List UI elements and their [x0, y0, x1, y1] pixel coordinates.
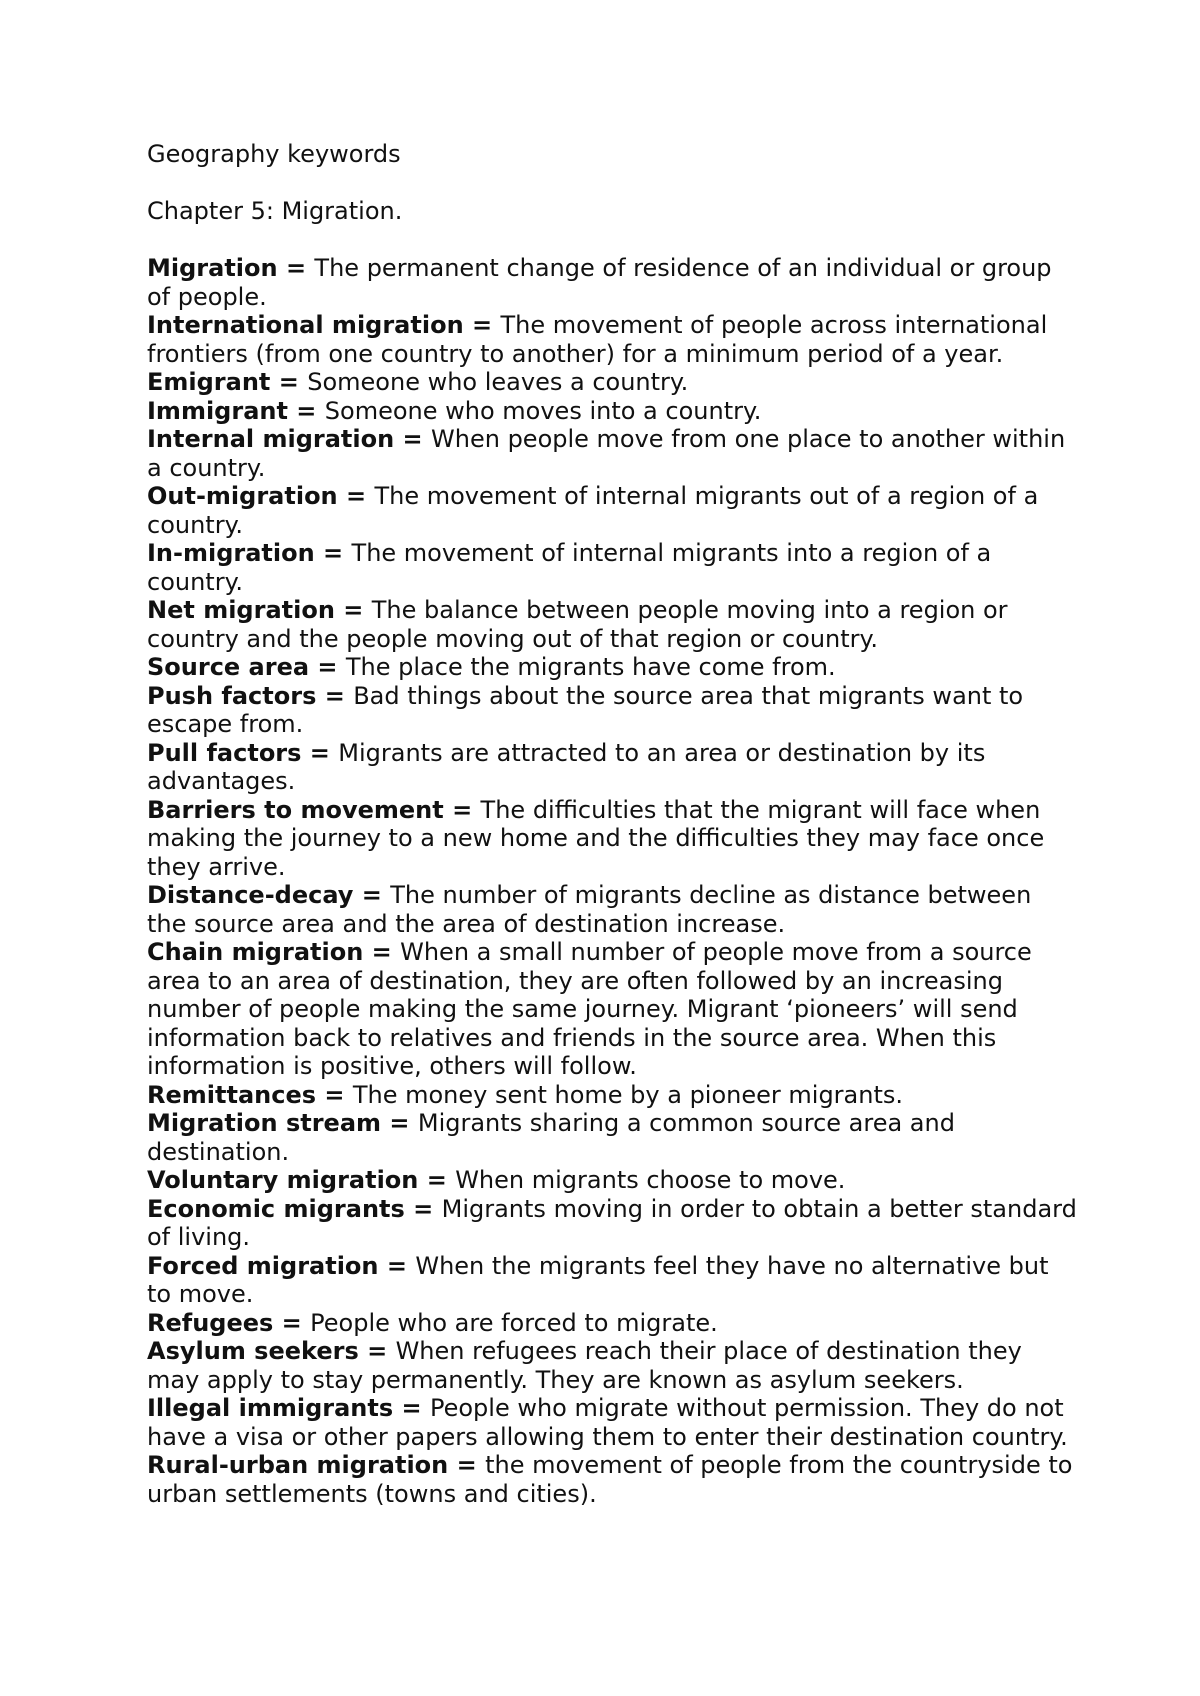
keyword-term: Distance-decay: [147, 881, 354, 909]
equals-sign: =: [287, 396, 325, 425]
equals-sign: =: [334, 596, 372, 624]
keyword-term: Net migration: [147, 596, 335, 624]
keyword-entry: [147, 739, 1077, 796]
keyword-term: Remittances: [147, 1080, 317, 1109]
equals-sign: =: [337, 482, 375, 510]
keyword-entry: [147, 539, 1077, 596]
keyword-entry: [147, 1252, 1077, 1309]
document-page: [147, 140, 1077, 1508]
keyword-definition: The number of migrants decline as distance between the source area and the area of destination increase.: [147, 881, 1032, 938]
keyword-entry: [147, 682, 1077, 739]
keyword-definition: When migrants choose to move.: [455, 1166, 846, 1194]
keyword-definition: When refugees reach their place of destination they may apply to stay permanently. They are known as asylum seekers.: [147, 1337, 1022, 1394]
keyword-term: Asylum seekers: [147, 1337, 359, 1365]
equals-sign: =: [418, 1166, 456, 1194]
equals-sign: =: [301, 738, 339, 767]
keyword-term: International migration: [147, 311, 464, 339]
equals-sign: =: [363, 938, 401, 966]
keyword-term: Forced migration: [147, 1251, 379, 1280]
keyword-term: Source area: [147, 653, 310, 681]
keyword-definition: When the migrants feel they have no alternative but to move.: [147, 1251, 1049, 1308]
equals-sign: =: [394, 425, 432, 453]
keyword-definition: The place the migrants have come from.: [345, 653, 836, 681]
keyword-term: Out-migration: [147, 482, 338, 510]
keyword-term: In-migration: [147, 539, 315, 567]
equals-sign: =: [381, 1109, 418, 1137]
keyword-entry: [147, 881, 1077, 938]
keyword-definition: People who are forced to migrate.: [310, 1308, 718, 1337]
equals-sign: =: [404, 1194, 442, 1223]
keyword-definition: The movement of internal migrants into a region of a country.: [147, 539, 992, 596]
equals-sign: =: [273, 1308, 311, 1337]
keyword-term: Pull factors: [147, 738, 302, 767]
keyword-definition: The permanent change of residence of an individual or group of people.: [147, 254, 1052, 311]
keyword-definition: the movement of people from the countryside to urban settlements (towns and cities).: [147, 1451, 1073, 1508]
keyword-entry: [147, 425, 1077, 482]
keyword-definition: Migrants are attracted to an area or destination by its advantages.: [147, 738, 986, 795]
keyword-entry: [147, 938, 1077, 1081]
equals-sign: =: [393, 1394, 430, 1422]
equals-sign: =: [270, 368, 308, 396]
keyword-entry: [147, 596, 1077, 653]
keyword-term: Emigrant: [147, 368, 271, 396]
keyword-entry: [147, 1309, 1077, 1338]
equals-sign: =: [316, 1080, 353, 1109]
equals-sign: =: [448, 1451, 486, 1479]
keyword-entry: [147, 1337, 1077, 1394]
keyword-term: Migration: [147, 254, 278, 282]
keyword-entry: [147, 796, 1077, 882]
keyword-definition: People who migrate without permission. They do not have a visa or other papers allowing them to enter their destination country.: [147, 1394, 1068, 1451]
keyword-entry: [147, 1451, 1077, 1508]
equals-sign: =: [309, 653, 346, 681]
keyword-term: Push factors: [147, 681, 317, 710]
equals-sign: =: [353, 881, 391, 909]
keyword-term: Immigrant: [147, 396, 288, 425]
keyword-entry: [147, 311, 1077, 368]
equals-sign: =: [314, 539, 352, 567]
keyword-entry: [147, 368, 1077, 397]
keyword-entry: [147, 1195, 1077, 1252]
keyword-definition: The money sent home by a pioneer migrants.: [352, 1080, 904, 1109]
equals-sign: =: [358, 1337, 396, 1365]
keyword-definition: Migrants sharing a common source area and destination.: [147, 1109, 955, 1166]
keyword-definition: Someone who moves into a country.: [324, 396, 762, 425]
keyword-term: Rural-urban migration: [147, 1451, 449, 1479]
keyword-entry: [147, 1394, 1077, 1451]
keyword-term: Refugees: [147, 1308, 274, 1337]
keyword-entry: [147, 1166, 1077, 1195]
keyword-definition: The difficulties that the migrant will face when making the journey to a new home and the difficulties they may face once they arrive.: [147, 795, 1045, 881]
keyword-term: Barriers to movement: [147, 795, 444, 824]
keyword-term: Migration stream: [147, 1109, 382, 1137]
keyword-entry: [147, 254, 1077, 311]
keyword-entry: [147, 482, 1077, 539]
keyword-definition: Migrants moving in order to obtain a better standard of living.: [147, 1194, 1077, 1251]
keyword-definition: When a small number of people move from a source area to an area of destination, they are often followed by an increasing number of people making the same journey. Migrant ‘pioneers’ will send information back to relatives and friends in the source area. When this information is positive, others will follow.: [147, 938, 1032, 1080]
equals-sign: =: [443, 795, 481, 824]
equals-sign: =: [277, 254, 315, 282]
equals-sign: =: [378, 1251, 416, 1280]
keyword-entry: [147, 1109, 1077, 1166]
keyword-definition: The balance between people moving into a region or country and the people moving out of that region or country.: [147, 596, 1008, 653]
equals-sign: =: [316, 681, 354, 710]
keyword-definition: Bad things about the source area that migrants want to escape from.: [147, 681, 1024, 738]
keyword-term: Internal migration: [147, 425, 395, 453]
keyword-term: Voluntary migration: [147, 1166, 419, 1194]
chapter-heading: Chapter 5: Migration.: [147, 197, 403, 225]
keyword-definition: The movement of internal migrants out of a region of a country.: [147, 482, 1039, 539]
keyword-list: [147, 254, 1077, 1508]
keyword-term: Illegal immigrants: [147, 1394, 394, 1422]
keyword-definition: When people move from one place to another within a country.: [147, 425, 1066, 482]
equals-sign: =: [463, 311, 501, 339]
keyword-entry: [147, 653, 1077, 682]
keyword-definition: Someone who leaves a country.: [307, 368, 689, 396]
keyword-entry: [147, 397, 1077, 426]
keyword-term: Chain migration: [147, 938, 364, 966]
keyword-term: Economic migrants: [147, 1194, 405, 1223]
keyword-entry: [147, 1081, 1077, 1110]
document-title: Geography keywords: [147, 140, 401, 168]
keyword-definition: The movement of people across international frontiers (from one country to another) for a minimum period of a year.: [147, 311, 1048, 368]
